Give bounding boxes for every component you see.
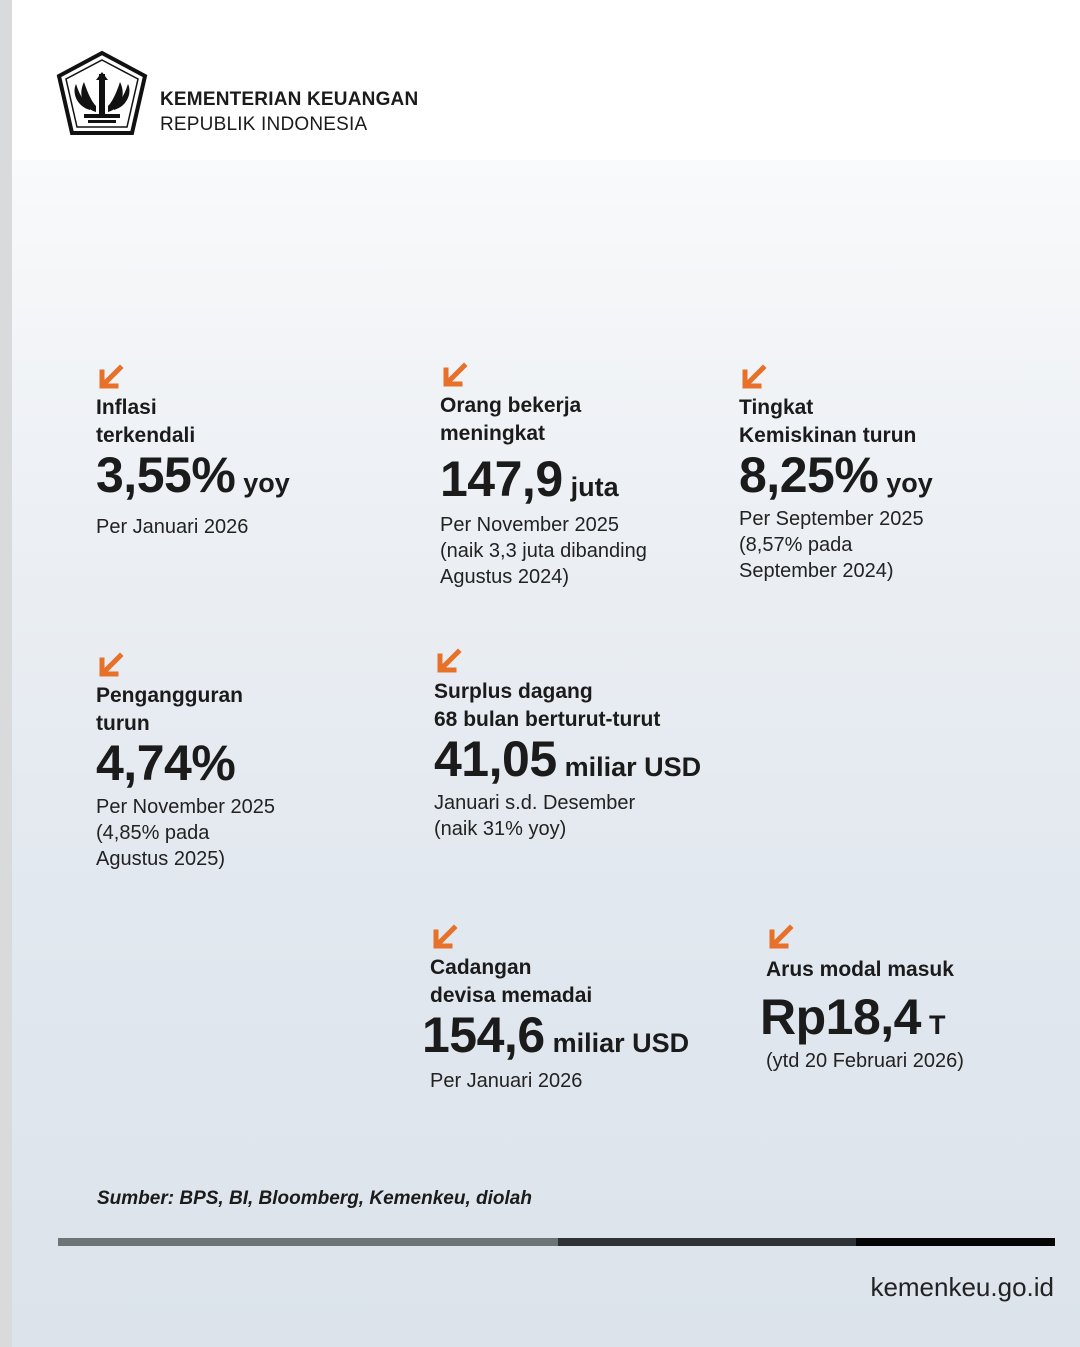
arrow-down-left-icon (96, 364, 124, 392)
stat-notes: Per September 2025 (8,57% pada September 2024) (739, 508, 924, 582)
stat-value-line (434, 731, 702, 787)
stat-label: Pengangguran turun (96, 684, 244, 735)
stat-label: Inflasi terkendali (96, 396, 196, 447)
stat-notes: Per November 2025 (4,85% pada Agustus 2025) (96, 796, 275, 870)
stat-label: Arus modal masuk (766, 958, 954, 981)
kemenkeu-emblem-icon (56, 50, 148, 136)
stat-value: 154,6 (422, 1007, 545, 1063)
website-link[interactable]: kemenkeu.go.id (870, 1272, 1054, 1302)
arrow-down-left-icon (440, 362, 468, 390)
stat-notes: (ytd 20 Februari 2026) (766, 1050, 964, 1072)
source-note: Sumber: BPS, BI, Bloomberg, Kemenkeu, diolah (97, 1188, 532, 1209)
stat-pengangguran (96, 652, 275, 872)
footer-bar-light (58, 1238, 558, 1246)
republic-name: REPUBLIK INDONESIA (160, 114, 368, 135)
stat-value-line (440, 451, 647, 507)
stat-value: 147,9 (440, 451, 563, 507)
stat-value-line (96, 447, 290, 503)
stat-unit: yoy (243, 468, 290, 498)
arrow-down-left-icon (96, 652, 124, 680)
stat-value: 4,74% (96, 735, 236, 791)
stat-label: Surplus dagang 68 bulan berturut-turut (434, 680, 661, 731)
stat-kemiskinan (739, 364, 933, 584)
stat-notes: Per Januari 2026 (430, 1070, 583, 1092)
stat-value: 3,55% (96, 447, 236, 503)
stat-cadangan (422, 924, 690, 1094)
arrow-down-left-icon (766, 924, 794, 952)
stat-value-line (96, 735, 275, 791)
left-edge-strip (0, 0, 12, 1347)
infographic-page (12, 0, 1080, 1347)
stat-value: Rp18,4 (760, 989, 921, 1045)
stat-notes: Per Januari 2026 (96, 516, 249, 538)
ministry-name: KEMENTERIAN KEUANGAN (160, 89, 419, 110)
header (12, 0, 1080, 160)
stat-label: Tingkat Kemiskinan turun (739, 396, 917, 447)
stat-arus-modal (760, 924, 964, 1074)
stat-unit: yoy (886, 468, 933, 498)
arrow-down-left-icon (434, 648, 462, 676)
stat-value: 8,25% (739, 447, 879, 503)
stat-notes: Januari s.d. Desember (naik 31% yoy) (434, 792, 636, 840)
footer-bar-dark (856, 1238, 1055, 1246)
stat-value: 41,05 (434, 731, 557, 787)
stat-unit: miliar USD (552, 1028, 690, 1058)
stat-orang-bekerja (440, 362, 647, 590)
stat-value-line (760, 989, 964, 1045)
stat-unit: juta (570, 472, 619, 502)
arrow-down-left-icon (430, 924, 458, 952)
stat-value-line (422, 1007, 690, 1063)
stat-unit: T (928, 1010, 946, 1040)
footer-bar-mid (558, 1238, 856, 1246)
stat-label: Cadangan devisa memadai (430, 956, 593, 1007)
stat-inflasi (96, 364, 290, 540)
arrow-down-left-icon (739, 364, 767, 392)
stat-label: Orang bekerja meningkat (440, 394, 582, 445)
stat-value-line (739, 447, 933, 503)
stat-unit: miliar USD (564, 752, 702, 782)
stat-notes: Per November 2025 (naik 3,3 juta dibanding Agustus 2024) (440, 514, 647, 588)
stat-surplus (434, 648, 701, 842)
